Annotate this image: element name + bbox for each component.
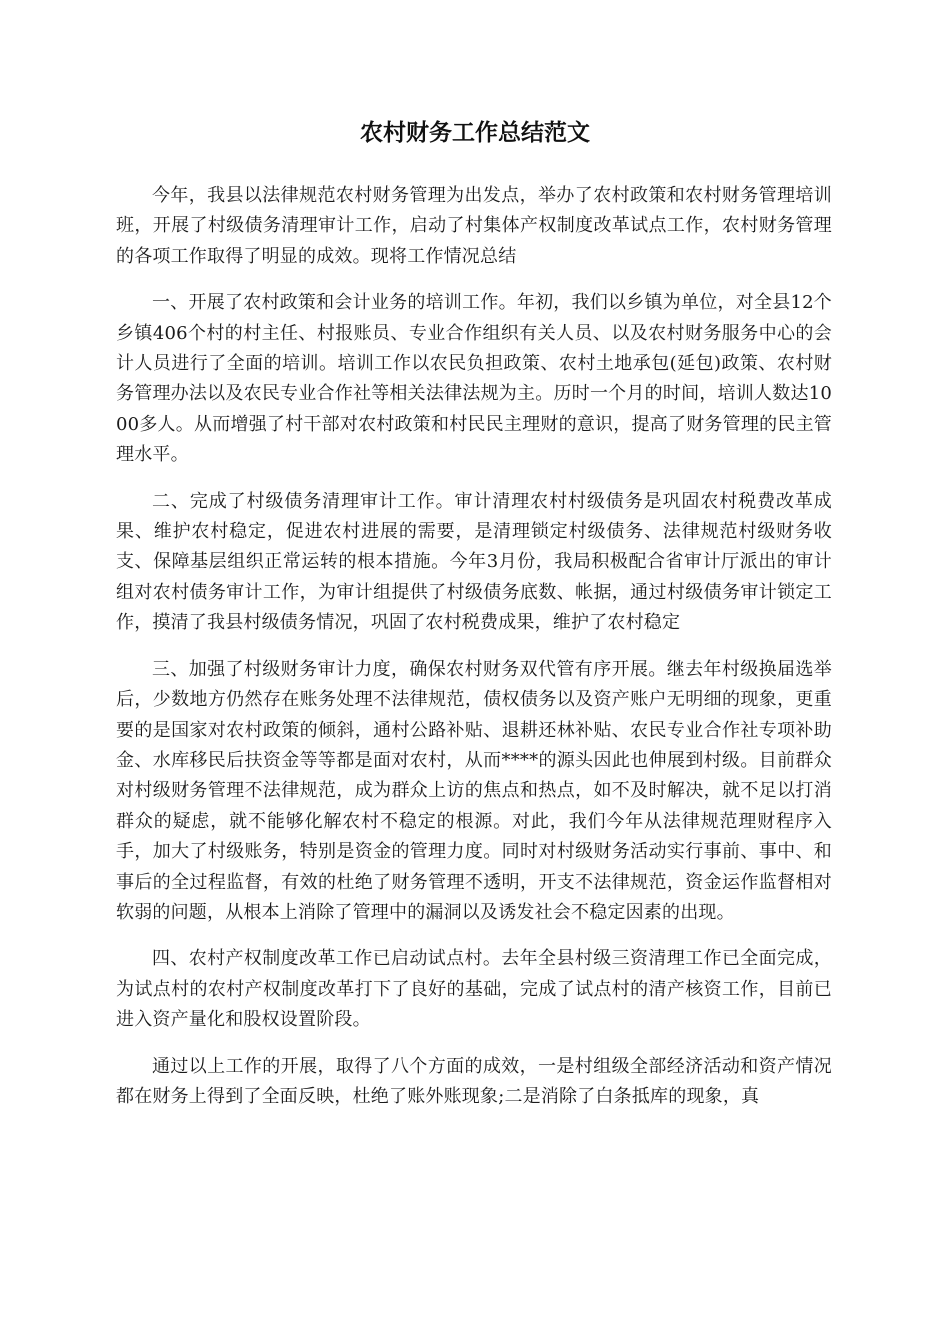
paragraph-debt-audit: 二、完成了村级债务清理审计工作。审计清理农村村级债务是巩固农村税费改革成果、维护农村稳定，促进农村进展的需要，是清理锁定村级债务、法律规范村级财务收支、保障基层组织正常运转的根本措施。今年3月份，我局积极配合省审计厅派出的审计组对农村债务审计工作，为审计组提供了村级债务底数、帐据，通过村级债务审计锁定工作，摸清了我县村级债务情况，巩固了农村税费成果，维护了农村稳定 (116, 490, 832, 634)
paragraph-property-reform: 四、农村产权制度改革工作已启动试点村。去年全县村级三资清理工作已全面完成，为试点村的农村产权制度改革打下了良好的基础，完成了试点村的清产核资工作，目前已进入资产量化和股权设置阶段。 (116, 948, 832, 1031)
document-body (116, 181, 832, 1112)
paragraph-training: 一、开展了农村政策和会计业务的培训工作。年初，我们以乡镇为单位，对全县12个乡镇406个村的村主任、村报账员、专业合作组织有关人员、以及农村财务服务中心的会计人员进行了全面的培训。培训工作以农民负担政策、农村土地承包(延包)政策、农村财务管理办法以及农民专业合作社等相关法律法规为主。历时一个月的时间，培训人数达1000多人。从而增强了村干部对农村政策和村民民主理财的意识，提高了财务管理的民主管理水平。 (116, 292, 832, 466)
paragraph-results: 通过以上工作的开展，取得了八个方面的成效，一是村组级全部经济活动和资产情况都在财务上得到了全面反映，杜绝了账外账现象;二是消除了白条抵库的现象，真 (116, 1055, 832, 1107)
paragraph-finance-audit: 三、加强了村级财务审计力度，确保农村财务双代管有序开展。继去年村级换届选举后，少数地方仍然存在账务处理不法律规范，债权债务以及资产账户无明细的现象，更重要的是国家对农村政策的倾斜，通村公路补贴、退耕还林补贴、农民专业合作社专项补助金、水库移民后扶资金等等都是面对农村，从而****的源头因此也伸展到村级。目前群众对村级财务管理不法律规范，成为群众上访的焦点和热点，如不及时解决，就不足以打消群众的疑虑，就不能够化解农村不稳定的根源。对此，我们今年从法律规范理财程序入手，加大了村级账务，特别是资金的管理力度。同时对村级财务活动实行事前、事中、和事后的全过程监督，有效的杜绝了财务管理不透明，开支不法律规范，资金运作监督相对软弱的问题，从根本上消除了管理中的漏洞以及诱发社会不稳定因素的出现。 (116, 658, 832, 923)
document-title: 农村财务工作总结范文 (360, 119, 590, 146)
paragraph-intro: 今年，我县以法律规范农村财务管理为出发点，举办了农村政策和农村财务管理培训班，开展了村级债务清理审计工作，启动了村集体产权制度改革试点工作，农村财务管理的各项工作取得了明显的成效。现将工作情况总结 (116, 185, 832, 267)
